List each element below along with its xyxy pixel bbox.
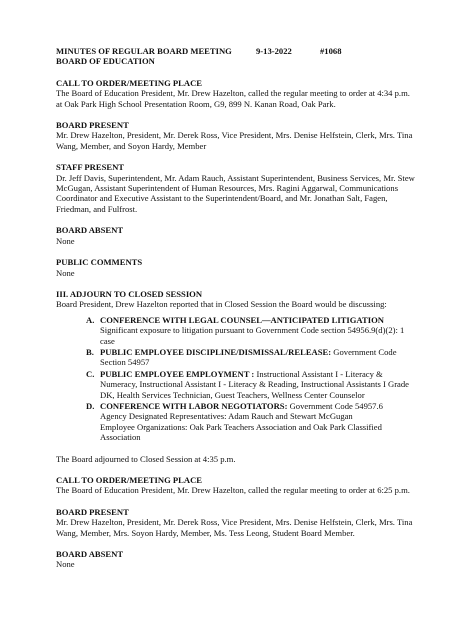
section-heading: PUBLIC COMMENTS: [56, 257, 143, 268]
closed-session-list: [56, 315, 418, 443]
item-line: Agency Designated Representatives: Adam Rauch and Stewart McGugan: [100, 411, 353, 422]
section-heading: BOARD ABSENT: [56, 225, 124, 236]
item-title: PUBLIC EMPLOYEE DISCIPLINE/DISMISSAL/RELEASE:: [100, 346, 332, 357]
list-item: [86, 400, 418, 443]
minutes-title: MINUTES OF REGULAR BOARD MEETING: [56, 46, 232, 56]
item-body: Instructional Assistant I - Literacy & Numeracy, Instructional Assistant I - Literacy & Reading, Instructional Assistants I Grade DK, Health Services Technician, Guest Teachers, Wellness Center Counselor: [100, 368, 409, 400]
section-text: Board President, Drew Hazelton reported that in Closed Session the Board would be discussing:: [56, 299, 387, 310]
minutes-header: [56, 46, 418, 67]
list-item: [86, 346, 418, 368]
list-marker: D.: [86, 400, 95, 411]
list-marker: C.: [86, 368, 95, 379]
section-text: The Board adjourned to Closed Session at 4:35 p.m.: [56, 453, 236, 464]
meeting-date: 9-13-2022: [256, 46, 292, 56]
list-marker: B.: [86, 346, 94, 357]
section-text: Mr. Drew Hazelton, President, Mr. Derek Ross, Vice President, Mrs. Denise Helfstein, Clerk, Mrs. Tina Wang, Member, and Soyon Hardy, Member: [56, 130, 413, 151]
item-title: CONFERENCE WITH LABOR NEGOTIATORS:: [100, 400, 288, 411]
section-text: The Board of Education President, Mr. Drew Hazelton, called the regular meeting to order at 6:25 p.m.: [56, 485, 410, 496]
item-title: PUBLIC EMPLOYEE EMPLOYMENT :: [100, 368, 255, 379]
section-heading: BOARD PRESENT: [56, 506, 129, 517]
section-text: Dr. Jeff Davis, Superintendent, Mr. Adam Rauch, Assistant Superintendent, Business Services, Mr. Stew McGugan, Assistant Superintendent of Human Resources, Mrs. Ragini Aggarwal, Communications Coordinator and Executive Assistant to the Superintendent/Board, and Mr. Jonathan Salt, Fagen, Friedman, and Fulfrost.: [56, 172, 415, 214]
section-text: The Board of Education President, Mr. Drew Hazelton, called the regular meeting to order at 4:34 p.m. at Oak Park High School Presentation Room, G9, 899 N. Kanan Road, Oak Park.: [56, 88, 410, 109]
list-item: [86, 368, 418, 400]
meeting-number: #1068: [320, 46, 342, 56]
section-heading: III. ADJOURN TO CLOSED SESSION: [56, 288, 203, 299]
section-text: None: [56, 235, 75, 246]
section-text: None: [56, 559, 75, 570]
section-heading: STAFF PRESENT: [56, 162, 125, 173]
section-text: None: [56, 267, 75, 278]
item-body: Government Code Section 54957: [100, 346, 397, 368]
section-heading: BOARD PRESENT: [56, 120, 129, 131]
list-marker: A.: [86, 314, 95, 325]
organization-name: BOARD OF EDUCATION: [56, 56, 155, 67]
section-text: Mr. Drew Hazelton, President, Mr. Derek Ross, Vice President, Mrs. Denise Helfstein, Clerk, Mrs. Tina Wang, Member, Mrs. Soyon Hardy, Member, Ms. Tess Leong, Student Board Member.: [56, 517, 413, 538]
section-heading: CALL TO ORDER/MEETING PLACE: [56, 475, 203, 485]
section-heading: BOARD ABSENT: [56, 549, 124, 560]
item-body: Significant exposure to litigation pursuant to Government Code section 54956.9(d)(2): 1 case: [100, 325, 405, 346]
item-body: Government Code 54957.6: [287, 400, 383, 411]
list-item: [86, 314, 418, 346]
item-line: Employee Organizations: Oak Park Teachers Association and Oak Park Classified Association: [100, 421, 382, 443]
item-title: CONFERENCE WITH LEGAL COUNSEL—ANTICIPATED LITIGATION: [100, 314, 384, 325]
section-heading: CALL TO ORDER/MEETING PLACE: [56, 77, 203, 88]
